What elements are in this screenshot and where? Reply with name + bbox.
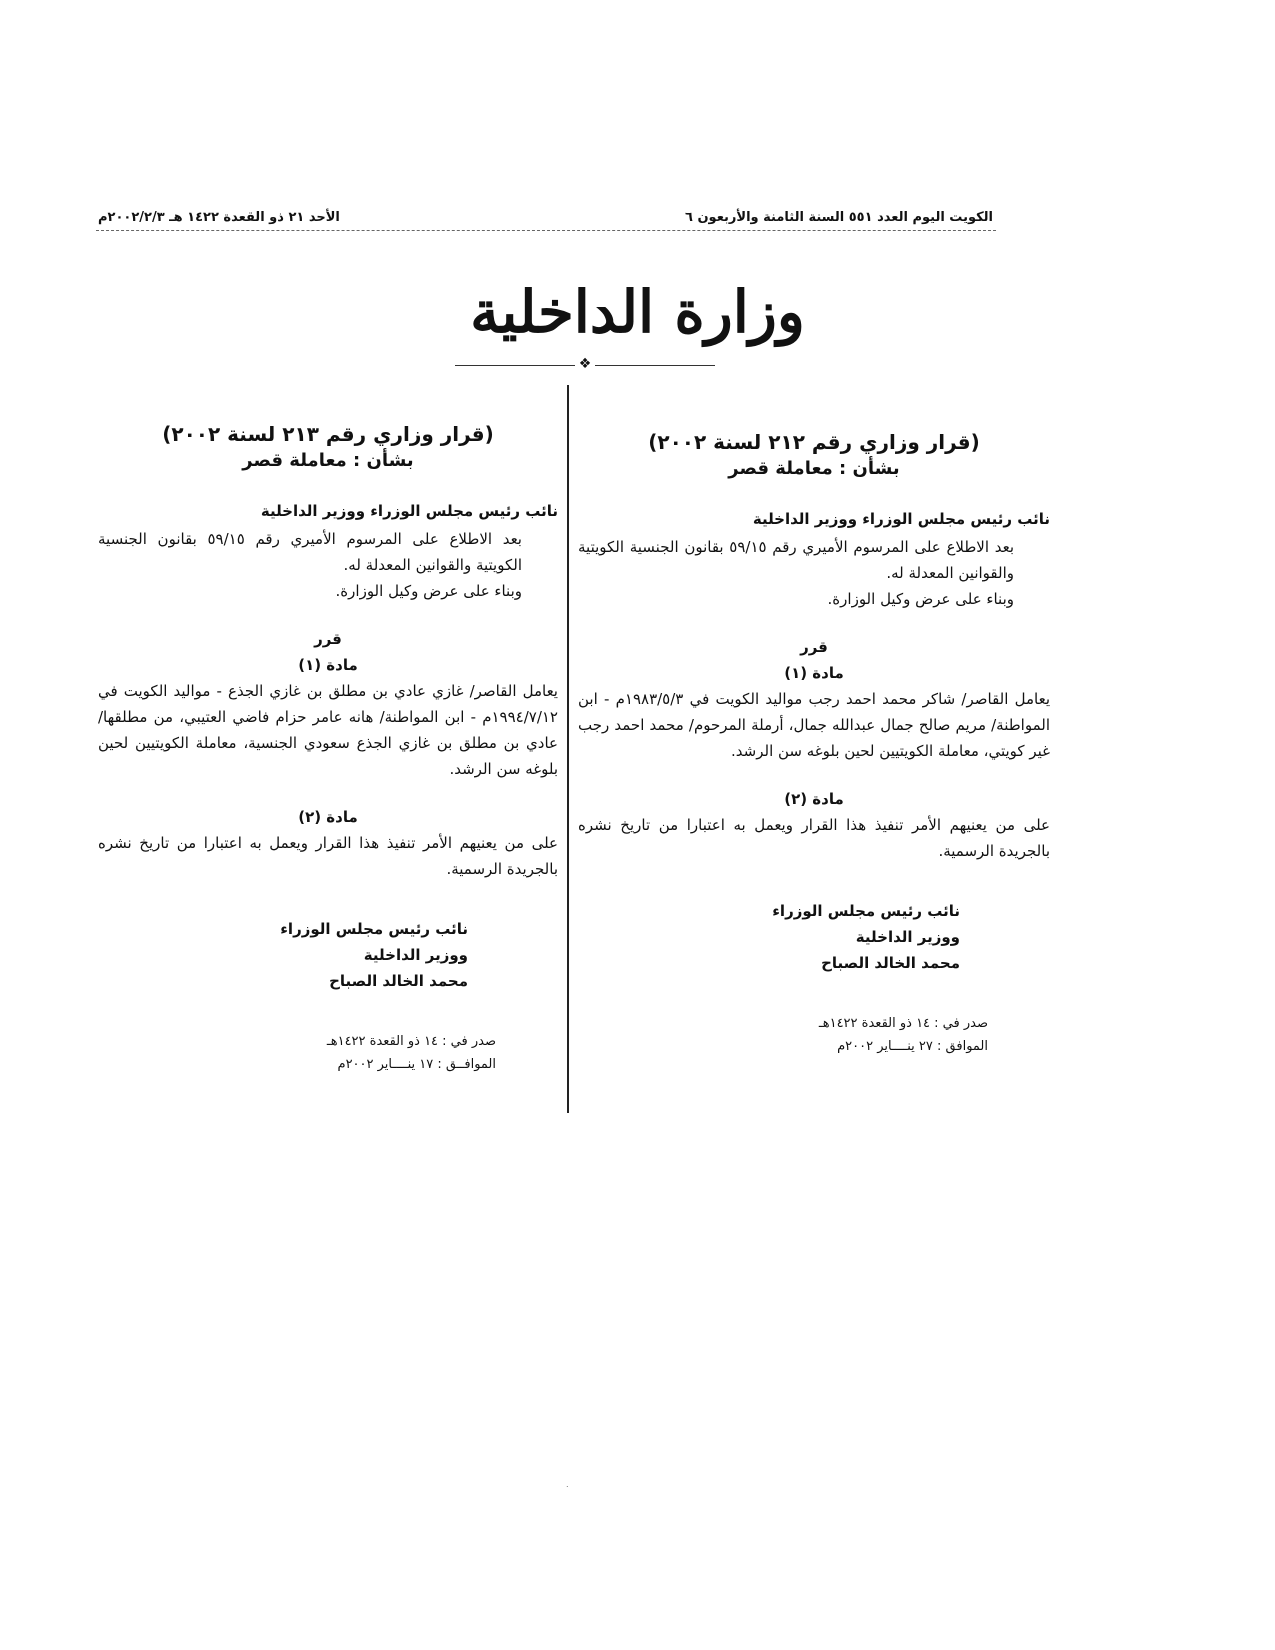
article-2-text: على من يعنيهم الأمر تنفيذ هذا القرار ويعمل به اعتبارا من تاريخ نشره بالجريدة الرسمية. bbox=[578, 816, 1050, 860]
article-1-text: يعامل القاصر/ شاكر محمد احمد رجب مواليد الكويت في ١٩٨٣/٥/٣م - ابن المواطنة/ مريم صالح جمال عبدالله جمال، أرملة المرحوم/ محمد احمد رجب غير كويتي، معاملة الكويتيين لحين بلوغه سن الرشد. bbox=[578, 690, 1050, 760]
signature-name: محمد الخالد الصباح bbox=[821, 954, 960, 972]
issued-date: صدر في : ١٤ ذو القعدة ١٤٢٢هـ bbox=[326, 1034, 496, 1049]
issuing-authority: نائب رئيس مجلس الوزراء ووزير الداخلية bbox=[260, 502, 558, 520]
article-1-title: مادة (١) bbox=[298, 656, 358, 674]
issuing-authority: نائب رئيس مجلس الوزراء ووزير الداخلية bbox=[752, 510, 1050, 528]
gregorian-date: الموافق : ٢٧ ينــــاير ٢٠٠٢م bbox=[837, 1039, 988, 1054]
preamble-proposal: وبناء على عرض وكيل الوزارة. bbox=[827, 590, 1014, 608]
column-divider bbox=[567, 385, 569, 1113]
preamble-proposal: وبناء على عرض وكيل الوزارة. bbox=[335, 582, 522, 600]
article-2-text: على من يعنيهم الأمر تنفيذ هذا القرار ويعمل به اعتبارا من تاريخ نشره بالجريدة الرسمية. bbox=[98, 834, 558, 878]
signature-line-1: نائب رئيس مجلس الوزراء bbox=[772, 902, 960, 920]
header-rule bbox=[96, 230, 996, 231]
signature-block bbox=[98, 916, 558, 994]
signature-block bbox=[578, 898, 1050, 976]
scan-speck: . bbox=[566, 1480, 569, 1489]
decision-213 bbox=[98, 420, 558, 1076]
article-2-title: مادة (٢) bbox=[298, 808, 358, 826]
header-date: الأحد ٢١ ذو القعدة ١٤٢٢ هـ ٢٠٠٢/٢/٣م bbox=[98, 210, 340, 225]
decision-subject: بشأن : معاملة قصر bbox=[728, 458, 900, 479]
article-1-text: يعامل القاصر/ غازي عادي بن مطلق بن غازي الجذع - مواليد الكويت في ١٩٩٤/٧/١٢م - ابن المواطنة/ هانه عامر حزام فاضي العتيبي، من مطلقها/ عادي بن مطلق بن غازي الجذع سعودي الجنسية، معاملة الكويتيين لحين بلوغه سن الرشد. bbox=[98, 682, 558, 778]
decision-subject: بشأن : معاملة قصر bbox=[242, 450, 414, 471]
article-2-title: مادة (٢) bbox=[784, 790, 844, 808]
article-1-title: مادة (١) bbox=[784, 664, 844, 682]
decided-heading: قرر bbox=[800, 638, 828, 656]
decided-heading: قرر bbox=[314, 630, 342, 648]
gregorian-date: الموافــق : ١٧ ينــــاير ٢٠٠٢م bbox=[337, 1057, 496, 1072]
signature-line-2: ووزير الداخلية bbox=[855, 928, 960, 946]
decision-212 bbox=[578, 428, 1050, 1058]
preamble-law: بعد الاطلاع على المرسوم الأميري رقم ٥٩/١٥ بقانون الجنسية الكويتية والقوانين المعدلة له. bbox=[578, 538, 1014, 582]
ministry-banner: وزارة الداخلية bbox=[470, 278, 805, 346]
signature-line-1: نائب رئيس مجلس الوزراء bbox=[280, 920, 468, 938]
issue-dates bbox=[98, 1030, 558, 1076]
decision-title: (قرار وزاري رقم ٢١٣ لسنة ٢٠٠٢) bbox=[162, 422, 494, 446]
preamble-law: بعد الاطلاع على المرسوم الأميري رقم ٥٩/١٥ بقانون الجنسية الكويتية والقوانين المعدلة له. bbox=[98, 530, 522, 574]
decision-title: (قرار وزاري رقم ٢١٢ لسنة ٢٠٠٢) bbox=[648, 430, 980, 454]
signature-line-2: ووزير الداخلية bbox=[363, 946, 468, 964]
ornament-icon: ❖ bbox=[575, 354, 595, 374]
signature-name: محمد الخالد الصباح bbox=[329, 972, 468, 990]
issued-date: صدر في : ١٤ ذو القعدة ١٤٢٢هـ bbox=[818, 1016, 988, 1031]
issue-dates bbox=[578, 1012, 1050, 1058]
header-issue-info: الكويت اليوم العدد ٥٥١ السنة الثامنة والأربعون ٦ bbox=[685, 210, 993, 225]
